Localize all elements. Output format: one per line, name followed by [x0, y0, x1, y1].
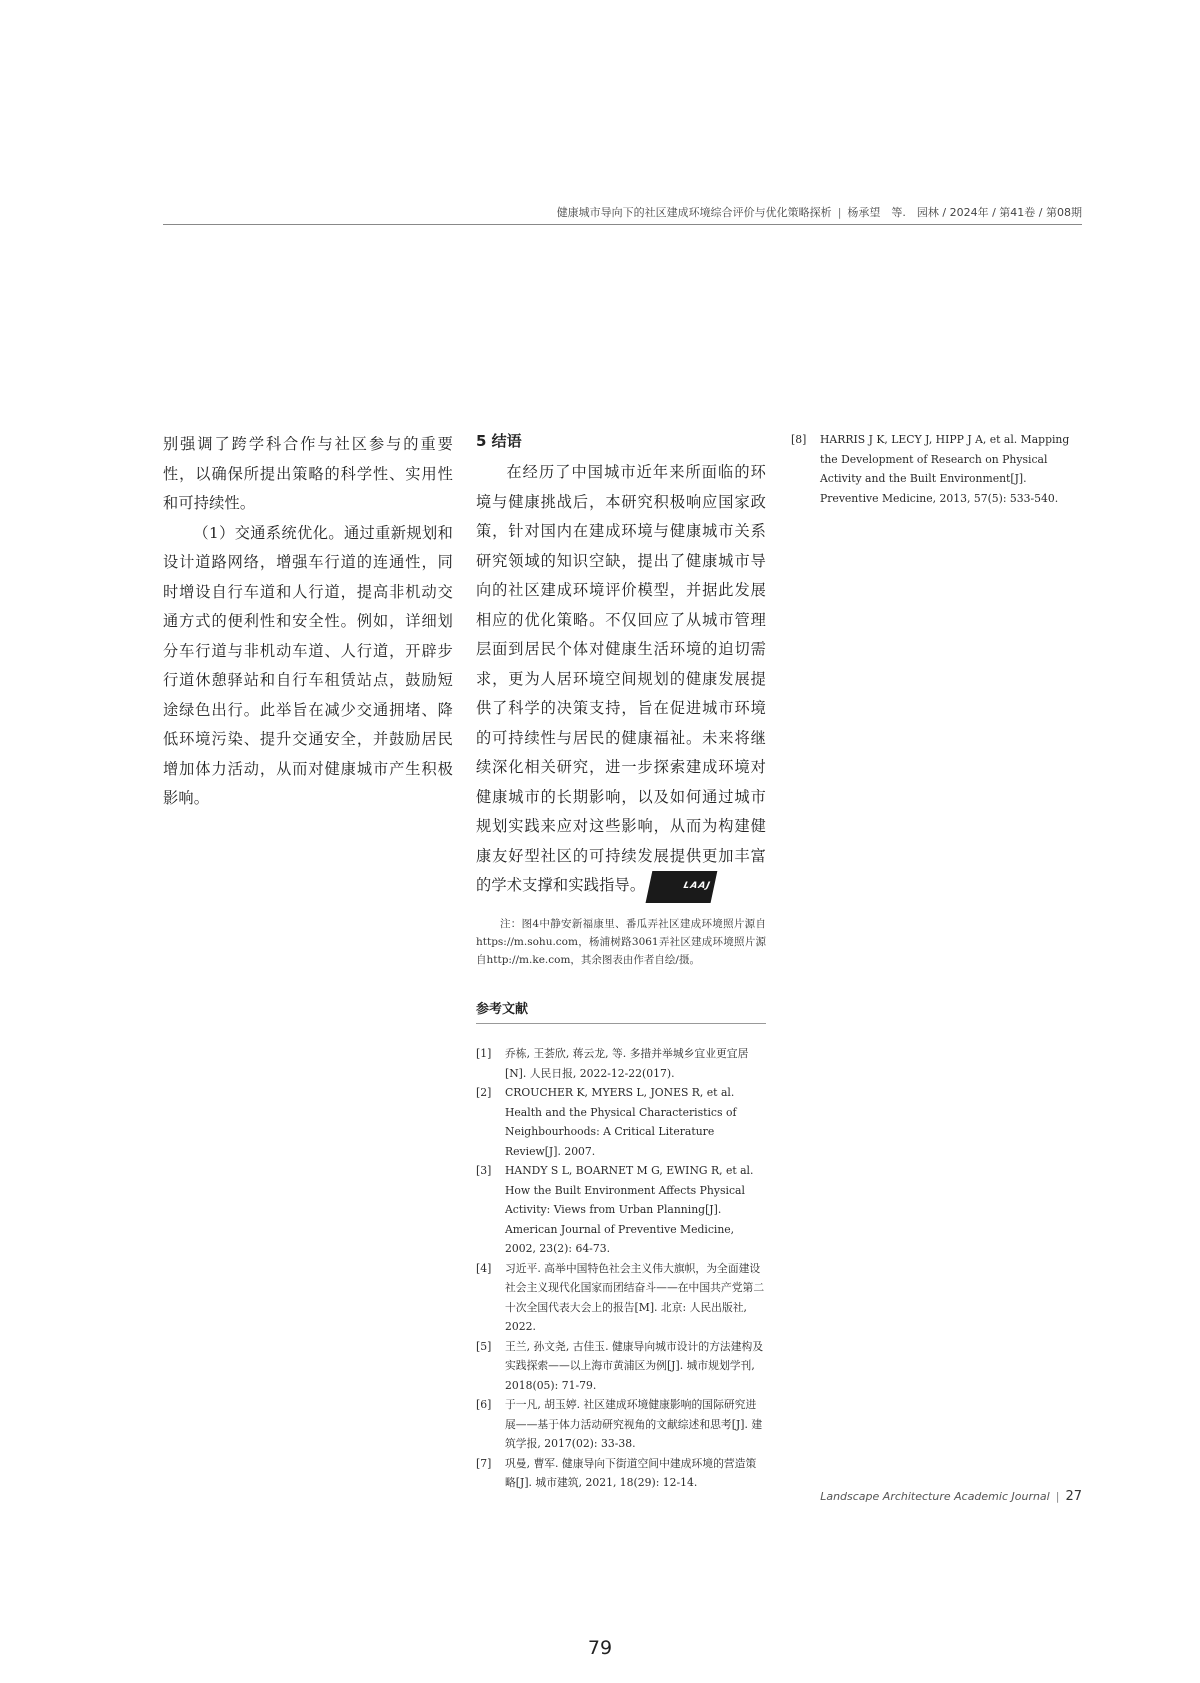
conclusion-text: 在经历了中国城市近年来所面临的环境与健康挑战后，本研究积极响应国家政策，针对国内在建成环境与健康城市关系研究领域的知识空缺，提出了健康城市导向的社区建成环境评价模型，并据此发展相应的优化策略。不仅回应了从城市管理层面到居民个体对健康生活环境的迫切需求，更为人居环境空间规划的健康发展提供了科学的决策支持，旨在促进城市环境的可持续性与居民的健康福祉。未来将继续深化相关研究，进一步探索建成环境对健康城市的长期影响，以及如何通过城市规划实践来应对这些影响，从而为构建健康友好型社区的可持续发展提供更加丰富的学术支撑和实践指导。: [476, 463, 766, 894]
reference-item-5: [5] 王兰, 孙文尧, 古佳玉. 健康导向城市设计的方法建构及实践探索——以上海市黄浦区为例[J]. 城市规划学刊, 2018(05): 71-79.: [476, 1339, 764, 1392]
conclusion-paragraph: [476, 458, 766, 903]
figure-source-note: [476, 915, 766, 969]
reference-item-8: [8] HARRIS J K, LECY J, HIPP J A, et al. Mapping the Development of Research on Physical Activity and the Built Environment[J]. Preventive Medicine, 2013, 57(5): 533-540.: [791, 433, 1070, 505]
running-head-article-title: 健康城市导向下的社区建成环境综合评价与优化策略探析: [556, 206, 832, 219]
journal-page-number: 27: [1065, 1489, 1082, 1504]
left-paragraph-1: （1）交通系统优化。通过重新规划和设计道路网络，增强车行道的连通性，同时增设自行车道和人行道，提高非机动交通方式的便利性和安全性。例如，详细划分车行道与非机动车道、人行道，开辟步行道休憩驿站和自行车租赁站点，鼓励短途绿色出行。此举旨在减少交通拥堵、降低环境污染、提升交通安全，并鼓励居民增加体力活动，从而对健康城市产生积极影响。: [163, 523, 453, 807]
section-title-conclusion: 5 结语: [476, 432, 522, 450]
reference-item-1: [1] 乔栋, 王荟欣, 蒋云龙, 等. 多措并举城乡宜业更宜居[N]. 人民日报, 2022-12-22(017).: [476, 1047, 749, 1080]
left-column: [163, 430, 453, 814]
running-head: 健康城市导向下的社区建成环境综合评价与优化策略探析 | 杨承望 等. 园林 / 2024年 / 第41卷 / 第08期: [556, 206, 1082, 219]
reference-item-4: [4] 习近平. 高举中国特色社会主义伟大旗帜，为全面建设社会主义现代化国家而团结奋斗——在中国共产党第二十次全国代表大会上的报告[M]. 北京: 人民出版社, 2022.: [476, 1261, 765, 1333]
header-rule: [163, 224, 1082, 225]
reference-item-7: [7] 巩曼, 曹军. 健康导向下街道空间中建成环境的营造策略[J]. 城市建筑, 2021, 18(29): 12-14.: [476, 1456, 757, 1489]
running-head-journal-info: 园林 / 2024年 / 第41卷 / 第08期: [916, 206, 1082, 219]
running-head-authors: 杨承望 等.: [847, 206, 906, 219]
journal-footer: Landscape Architecture Academic Journal | 27: [820, 1489, 1082, 1504]
references-heading: 参考文献: [476, 998, 766, 1024]
references-list-middle: [476, 1044, 766, 1493]
journal-name: Landscape Architecture Academic Journal: [820, 1490, 1050, 1503]
middle-column: [476, 430, 766, 969]
page-number: 79: [587, 1637, 613, 1659]
reference-item-6: [6] 于一凡, 胡玉婷. 社区建成环境健康影响的国际研究进展——基于体力活动研究视角的文献综述和思考[J]. 建筑学报, 2017(02): 33-38.: [476, 1398, 763, 1450]
references-list-right: [791, 430, 1083, 508]
journal-logo-icon: LAAJ: [646, 871, 718, 903]
left-paragraph-0: 别强调了跨学科合作与社区参与的重要性，以确保所提出策略的科学性、实用性和可持续性。: [163, 435, 453, 512]
reference-item-3: [3] HANDY S L, BOARNET M G, EWING R, et al. How the Built Environment Affects Physical Activity: Views from Urban Planning[J]. American Journal of Preventive Medicine, 2002, 23(2): 64-73.: [476, 1164, 754, 1255]
reference-item-2: [2] CROUCHER K, MYERS L, JONES R, et al. Health and the Physical Characteristics of Neighbourhoods: A Critical Literature Review[J]. 2007.: [476, 1086, 737, 1158]
figure-source-note-text: 注：图4中静安新福康里、番瓜弄社区建成环境照片源自https://m.sohu.com，杨浦树路3061弄社区建成环境照片源自http://m.ke.com，其余图表由作者自绘/摄。: [476, 917, 766, 966]
